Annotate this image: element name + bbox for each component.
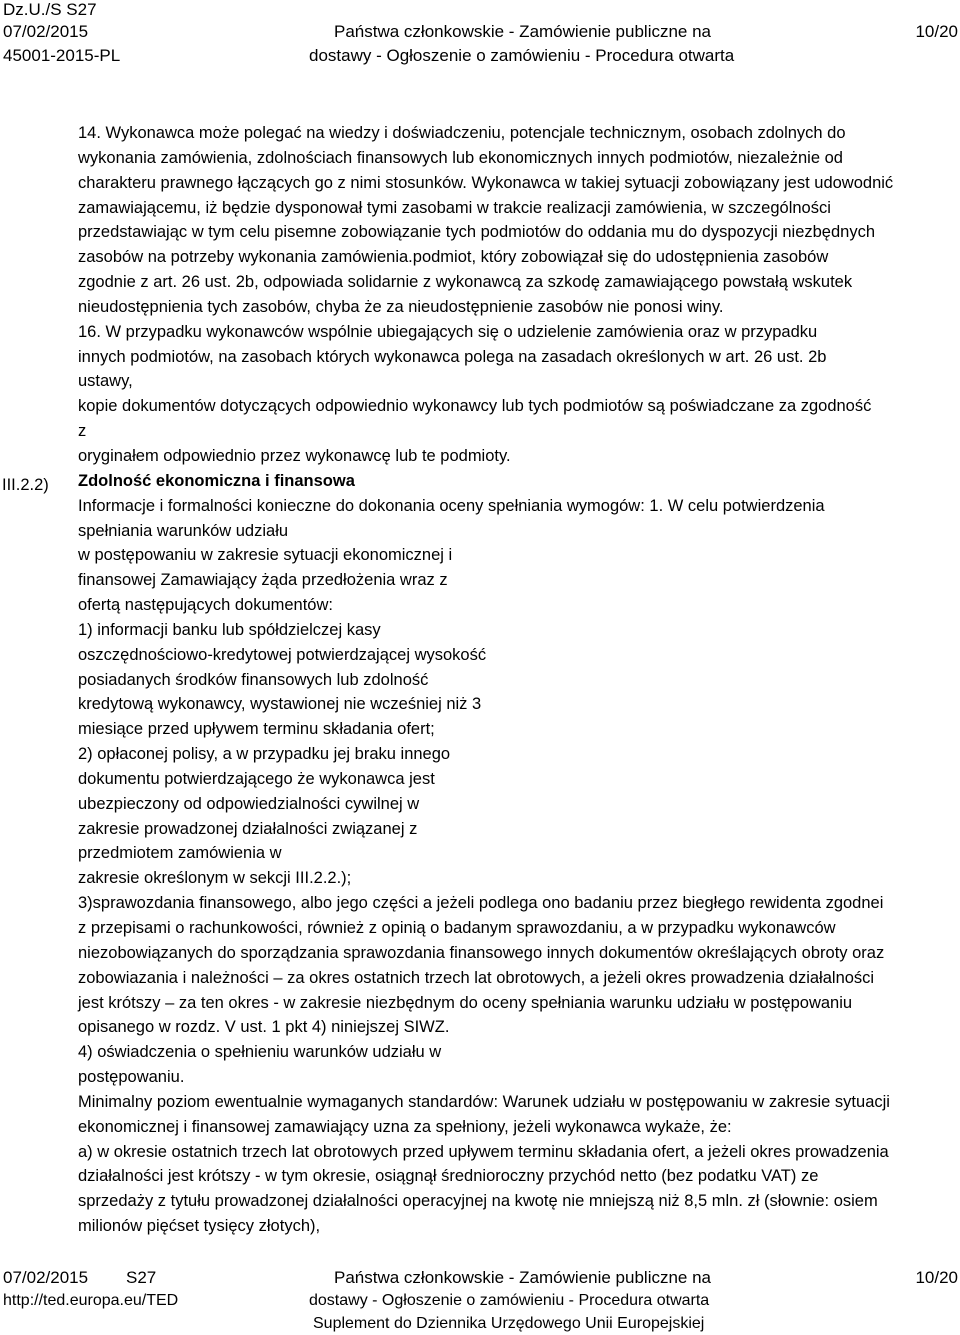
paragraph-group <box>78 121 948 469</box>
text-line: ofertą następujących dokumentów: <box>78 596 333 615</box>
text-line: Informacje i formalności konieczne do dokonania oceny spełniania wymogów: 1. W celu potwierdzenia <box>78 496 825 515</box>
text-line: w postępowaniu w zakresie sytuacji ekonomicznej i <box>78 546 453 565</box>
header-date: 07/02/2015 <box>3 22 89 41</box>
footer-url-link[interactable]: http://ted.europa.eu/TED <box>3 1292 179 1309</box>
footer-title-line1: Państwa członkowskie - Zamówienie publiczne na <box>334 1268 712 1287</box>
text-line: niezobowiązanych do sporządzania sprawozdania finansowego innych dokumentów określających obroty oraz <box>78 943 885 962</box>
text-line: Minimalny poziom ewentualnie wymaganych standardów: Warunek udziału w postępowaniu w zakresie sytuacji <box>78 1092 890 1111</box>
section-content <box>78 494 948 1239</box>
text-line: zasobów na potrzeby wykonania zamówienia.podmiot, który zobowiązał się do udostępnienia zasobów <box>78 248 829 267</box>
text-line: zgodnie z art. 26 ust. 2b, odpowiada solidarnie z wykonawcą za szkodę zamawiającego powstałą wskutek <box>78 273 853 292</box>
text-line: 3)sprawozdania finansowego, albo jego części a jeżeli podlega ono badaniu przez biegłego rewidenta zgodnei <box>78 894 884 913</box>
text-line: kopie dokumentów dotyczących odpowiednio wykonawcy lub tych podmiotów są poświadczane za zgodność <box>78 397 872 416</box>
text-line: charakteru prawnego łączących go z nimi stosunków. Wykonawca w takiej sytuacji zobowiązany jest udowodnić <box>78 173 894 192</box>
header-title-line2: dostawy - Ogłoszenie o zamówieniu - Procedura otwarta <box>309 46 735 65</box>
section-title: Zdolność ekonomiczna i finansowa <box>78 471 355 490</box>
document-body <box>78 121 948 1239</box>
footer-title-line2: dostawy - Ogłoszenie o zamówieniu - Procedura otwarta <box>309 1292 710 1309</box>
text-line: spełniania warunków udziału <box>78 521 289 540</box>
text-line: zakresie prowadzonej działalności związanej z <box>78 819 418 838</box>
text-line: postępowaniu. <box>78 1068 185 1087</box>
journal-ref: Dz.U./S S27 <box>3 0 97 19</box>
section-number: III.2.2) <box>2 476 49 494</box>
footer-title-line3: Suplement do Dziennika Urzędowego Unii Europejskiej <box>313 1315 705 1332</box>
text-line: kredytową wykonawcy, wystawionej nie wcześniej niż 3 <box>78 695 482 714</box>
text-line: ekonomicznej i finansowej zamawiający uzna za spełniony, jeżeli wykonawca wykaże, że: <box>78 1117 732 1136</box>
text-line: nieudostępnienia tych zasobów, chyba że za nieudostępnienie zasobów nie ponosi winy. <box>78 297 724 316</box>
text-line: oryginałem odpowiednio przez wykonawcę lub te podmioty. <box>78 446 511 465</box>
text-line: działalności jest krótszy - w tym okresie, osiągnął średnioroczny przychód netto (bez podatku VAT) ze <box>78 1167 819 1186</box>
text-line: z przepisami o rachunkowości, również z opinią o badanym sprawozdaniu, a w przypadku wykonawców <box>78 919 836 937</box>
text-line: z <box>78 422 87 441</box>
text-line: ubezpieczony od odpowiedzialności cywilnej w <box>78 794 420 813</box>
text-line: milionów pięćset tysięcy złotych), <box>78 1217 321 1236</box>
text-line: oszczędnościowo-kredytowej potwierdzającej wysokość <box>78 645 487 664</box>
text-line: 16. W przypadku wykonawców wspólnie ubiegających się o udzielenie zamówienia oraz w przypadku <box>78 322 818 341</box>
text-line: opisanego w rozdz. V ust. 1 pkt 4) niniejszej SIWZ. <box>78 1018 450 1037</box>
text-line: a) w okresie ostatnich trzech lat obrotowych przed upływem terminu składania ofert, a jeżeli okres prowadzenia <box>78 1142 889 1161</box>
text-line: finansowej Zamawiający żąda przedłożenia wraz z <box>78 571 448 590</box>
text-line: zamawiającemu, iż będzie dysponował tymi zasobami w trakcie realizacji zamówienia, w szczególności <box>78 198 831 217</box>
text-line: wykonania zamówienia, zdolnościach finansowych lub ekonomicznych innych podmiotów, niezależnie od <box>78 148 843 167</box>
notice-id: 45001-2015-PL <box>3 46 121 65</box>
text-line: zobowiazania i należności – za okres ostatnich trzech lat obrotowych, a jeżeli okres prowadzenia działalności <box>78 968 875 987</box>
text-line: 14. Wykonawca może polegać na wiedzy i doświadczeniu, potencjale technicznym, osobach zdolnych do <box>78 124 846 142</box>
text-line: przedmiotem zamówienia w <box>78 844 282 863</box>
text-line: sprzedaży z tytułu prowadzonej działalności operacyjnej na kwotę nie mniejszą niż 8,5 mln. zł (słownie: osiem <box>78 1192 878 1211</box>
text-line: dokumentu potwierdzającego że wykonawca jest <box>78 769 435 788</box>
text-line: 4) oświadczenia o spełnieniu warunków udziału w <box>78 1043 442 1062</box>
footer-page: 10/20 <box>915 1268 958 1287</box>
footer-series: S27 <box>126 1268 157 1287</box>
text-line: zakresie określonym w sekcji III.2.2.); <box>78 869 352 888</box>
text-line: przedstawiając w tym celu pisemne zobowiązanie tych podmiotów do oddania mu do dyspozycji niezbędnych <box>78 223 876 242</box>
header-page: 10/20 <box>915 22 958 41</box>
text-line: innych podmiotów, na zasobach których wykonawca polega na zasadach określonych w art. 26 ust. 2b <box>78 347 827 366</box>
text-line: 1) informacji banku lub spółdzielczej kasy <box>78 620 381 639</box>
header-title-line1: Państwa członkowskie - Zamówienie publiczne na <box>334 22 712 41</box>
text-line: miesiące przed upływem terminu składania ofert; <box>78 720 435 739</box>
text-line: ustawy, <box>78 372 133 391</box>
footer-date: 07/02/2015 <box>3 1268 89 1287</box>
text-line: jest krótszy – za ten okres - w zakresie niezbędnym do oceny spełniania warunku udziału w postępowaniu <box>78 993 853 1012</box>
text-line: posiadanych środków finansowych lub zdolność <box>78 670 429 689</box>
text-line: 2) opłaconej polisy, a w przypadku jej braku innego <box>78 745 451 764</box>
